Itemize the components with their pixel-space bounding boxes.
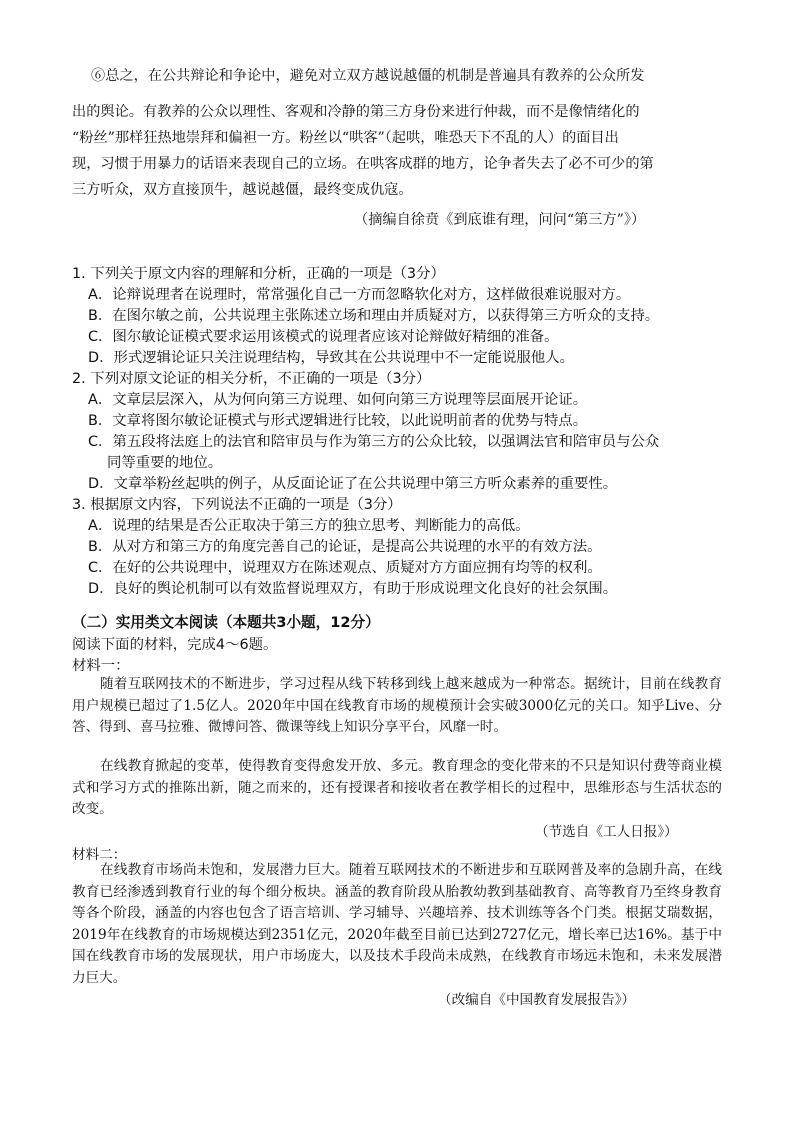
question-3-option-d[interactable]: D．良好的舆论机制可以有效监督说理双方，有助于形成说理文化良好的社会氛围。 <box>88 581 618 597</box>
material-1-paragraph-1: 随着互联网技术的不断进步，学习过程从线下转移到线上越来越成为一种常态。据统计，目前在线教育用户规模已超过了1.5亿人。2020年中国在线教育市场的规模预计会实破3000亿元的关口。知乎Live、分答、得到、喜马拉雅、微博问答、微课等线上知识分享平台，风靡一时。 <box>72 676 722 735</box>
passage-line: 三方听众，双方直接顶牛，越说越僵，最终变成仇寇。 <box>72 182 413 198</box>
question-2-option-a[interactable]: A．文章层层深入，从为何向第三方说理、如何向第三方说理等层面展开论证。 <box>88 392 588 408</box>
question-2-option-d[interactable]: D．文章举粉丝起哄的例子，从反面论证了在公共说理中第三方听众素养的重要性。 <box>88 476 618 492</box>
section-2-instruction: 阅读下面的材料，完成4～6题。 <box>72 637 278 653</box>
question-2-stem: 2. 下列对原文论证的相关分析，不正确的一项是（3分） <box>72 371 431 387</box>
question-2-option-c-continued: 同等重要的地位。 <box>107 455 223 471</box>
passage-line: ⑥总之，在公共辩论和争论中，避免对立双方越说越僵的机制是普遍具有教养的公众所发 <box>91 68 645 84</box>
material-2-source: （改编自《中国教育发展报告》） <box>438 992 636 1008</box>
passage-line: 出的舆论。有教养的公众以理性、客观和冷静的第三方身份来进行仲裁，而不是像情绪化的 <box>72 104 640 120</box>
section-2-title: （二）实用类文本阅读（本题共3小题，12分） <box>72 614 380 631</box>
question-3-option-b[interactable]: B．从对方和第三方的角度完善自己的论证，是提高公共说理的水平的有效方法。 <box>88 539 602 555</box>
passage-line: “粉丝”那样狂热地崇拜和偏袒一方。粉丝以“哄客”（起哄，唯恐天下不乱的人）的面目出 <box>72 130 619 146</box>
question-3-option-a[interactable]: A．说理的结果是否公正取决于第三方的独立思考、判断能力的高低。 <box>88 518 530 534</box>
question-2-option-b[interactable]: B．文章将图尔敏论证模式与形式逻辑进行比较，以此说明前者的优势与特点。 <box>88 413 588 429</box>
question-1-option-d[interactable]: D．形式逻辑论证只关注说理结构，导致其在公共说理中不一定能说服他人。 <box>88 350 574 366</box>
question-1-option-b[interactable]: B．在图尔敏之前，公共说理主张陈述立场和理由并质疑对方，以获得第三方听众的支持。 <box>88 308 660 324</box>
material-1-source: （节选自《工人日报》） <box>535 824 678 840</box>
question-3-stem: 3. 根据原文内容，下列说法不正确的一项是（3分） <box>72 497 402 513</box>
passage-line: 现，习惯于用暴力的话语来表现自己的立场。在哄客成群的地方，论争者失去了必不可少的第 <box>72 156 654 172</box>
material-1-paragraph-2: 在线教育掀起的变革，使得教育变得愈发开放、多元。教育理念的变化带来的不只是知识付费等商业模式和学习方式的推陈出新，随之而来的，还有授课者和接收者在教学相长的过程中，思维形态与生活状态的改变。 <box>72 758 722 817</box>
question-1-option-c[interactable]: C．图尔敏论证模式要求运用该模式的说理者应该对论辩做好精细的准备。 <box>88 329 559 345</box>
question-2-option-c[interactable]: C．第五段将法庭上的法官和陪审员与作为第三方的公众比较，以强调法官和陪审员与公众 <box>88 434 660 450</box>
material-1-label: 材料一： <box>72 658 130 674</box>
material-2-label: 材料二： <box>72 847 127 863</box>
question-1-option-a[interactable]: A．论辩说理者在说理时，常常强化自己一方而忽略软化对方，这样做很难说服对方。 <box>88 287 631 303</box>
question-1-stem: 1. 下列关于原文内容的理解和分析，正确的一项是（3分） <box>72 266 445 282</box>
passage-source: （摘编自徐贲《到底谁有理，问问“第三方”》） <box>354 212 646 228</box>
question-3-option-c[interactable]: C．在好的公共说理中，说理双方在陈述观点、质疑对方方面应拥有均等的权利。 <box>88 560 602 576</box>
material-2-paragraph-1: 在线教育市场尚未饱和，发展潜力巨大。随着互联网技术的不断进步和互联网普及率的急剧升高，在线教育已经渗透到教育行业的每个细分板块。涵盖的教育阶段从胎教幼教到基础教育、高等教育乃至终身教育等各个阶段，涵盖的内容也包含了语言培训、学习辅导、兴趣培养、技术训练等各个门类。根据艾瑞数据，2019年在线教育的市场规模达到2351亿元，2020年截至目前已达到2727亿元，增长率已达16%。基于中国在线教育市场的发展现状，用户市场庞大，以及技术手段尚未成熟，在线教育市场远未饱和，未来发展潜力巨大。 <box>72 862 722 986</box>
